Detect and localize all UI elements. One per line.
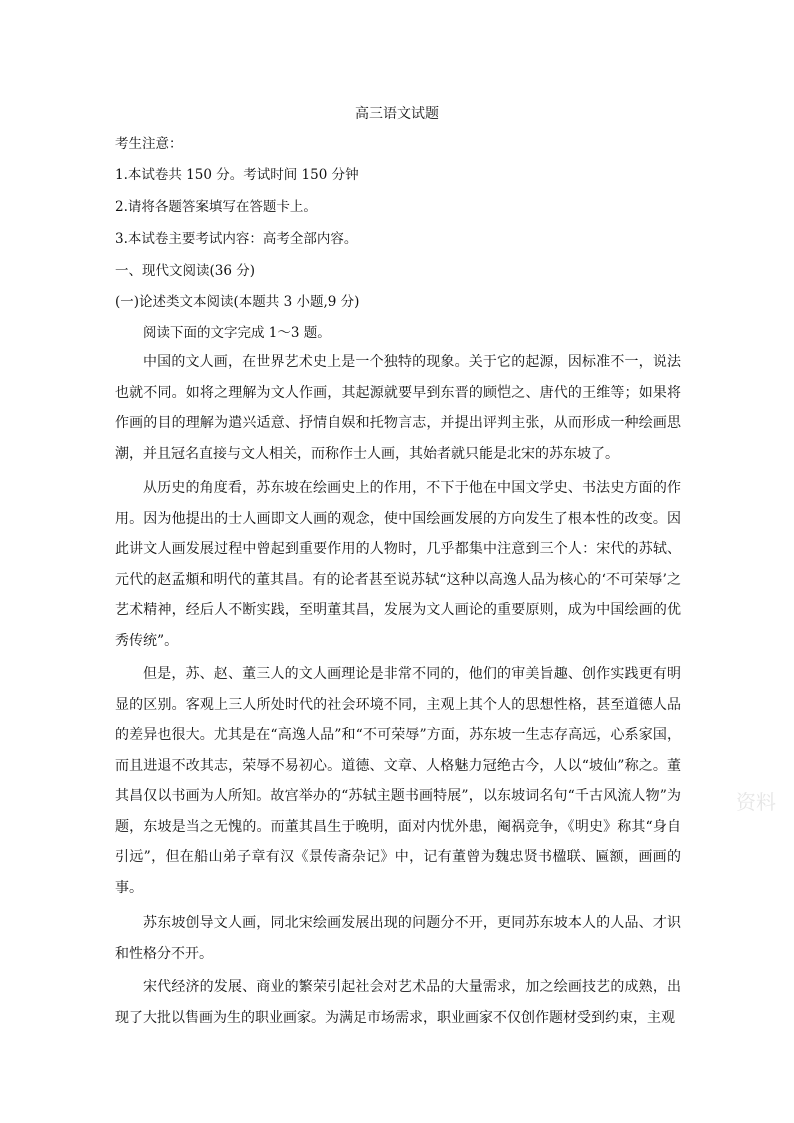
paragraph-2: 从历史的角度看，苏东坡在绘画史上的作用，不下于他在中国文学史、书法史方面的作用。因为他提出的士人画即文人画的观念，使中国绘画发展的方向发生了根本性的改变。因此讲文人画发展过程中曾起到重要作用的人物时，几乎都集中注意到三个人：宋代的苏轼、元代的赵孟頫和明代的董其昌。有的论者甚至说苏轼“这种以高逸人品为核心的‘不可荣辱’之艺术精神，经后人不断实践，至明董其昌，发展为文人画论的重要原则，成为中国绘画的优秀传统”。 bbox=[115, 480, 681, 649]
paragraph-1: 中国的文人画，在世界艺术史上是一个独特的现象。关于它的起源，因标准不一，说法也就不同。如将之理解为文人作画，其起源就要早到东晋的顾恺之、唐代的王维等；如果将作画的目的理解为遣兴适意、抒情自娱和托物言志，并提出评判主张，从而形成一种绘画思潮，并且冠名直接与文人相关，而称作士人画，其始者就只能是北宋的苏东坡了。 bbox=[115, 354, 681, 462]
page-title: 高三语文试题 bbox=[355, 106, 439, 122]
paragraph-3: 但是，苏、赵、董三人的文人画理论是非常不同的，他们的审美旨趣、创作实践更有明显的区别。客观上三人所处时代的社会环境不同，主观上其个人的思想性格，甚至道德人品的差异也很大。尤其是在“高逸人品”和“不可荣辱”方面，苏东坡一生志存高远，心系家国，而且进退不改其志，荣辱不易初心。道德、文章、人格魅力冠绝古今，人以“坡仙”称之。董其昌仅以书画为人所知。故宫举办的“苏轼主题书画特展”，以东坡词名句“千古风流人物”为题，东坡是当之无愧的。而董其昌生于晚明，面对内忧外患，阉祸竞争，《明史》称其“身自引远”，但在船山弟子章有汉《景传斋杂记》中，记有董曾为魏忠贤书楹联、匾额，画画的事。 bbox=[115, 666, 681, 896]
section-heading: 一、现代文阅读(36 分) bbox=[115, 263, 256, 279]
reading-instruction: 阅读下面的文字完成 1～3 题。 bbox=[143, 325, 331, 341]
subsection-heading: (一)论述类文本阅读(本题共 3 小题,9 分) bbox=[115, 294, 360, 310]
paragraph-5: 宋代经济的发展、商业的繁荣引起社会对艺术品的大量需求，加之绘画技艺的成熟，出现了大批以售画为生的职业画家。为满足市场需求，职业画家不仅创作题材受到约束，主观 bbox=[115, 979, 681, 1026]
faint-watermark: 资料 bbox=[736, 790, 776, 814]
paragraph-4: 苏东坡创导文人画，同北宋绘画发展出现的问题分不开，更同苏东坡本人的人品、才识和性格分不开。 bbox=[115, 915, 681, 962]
note-item-1: 1.本试卷共 150 分。考试时间 150 分钟 bbox=[115, 167, 359, 183]
note-item-2: 2.请将各题答案填写在答题卡上。 bbox=[115, 199, 317, 215]
note-item-3: 3.本试卷主要考试内容：高考全部内容。 bbox=[115, 231, 358, 247]
notice-heading: 考生注意： bbox=[115, 136, 183, 152]
